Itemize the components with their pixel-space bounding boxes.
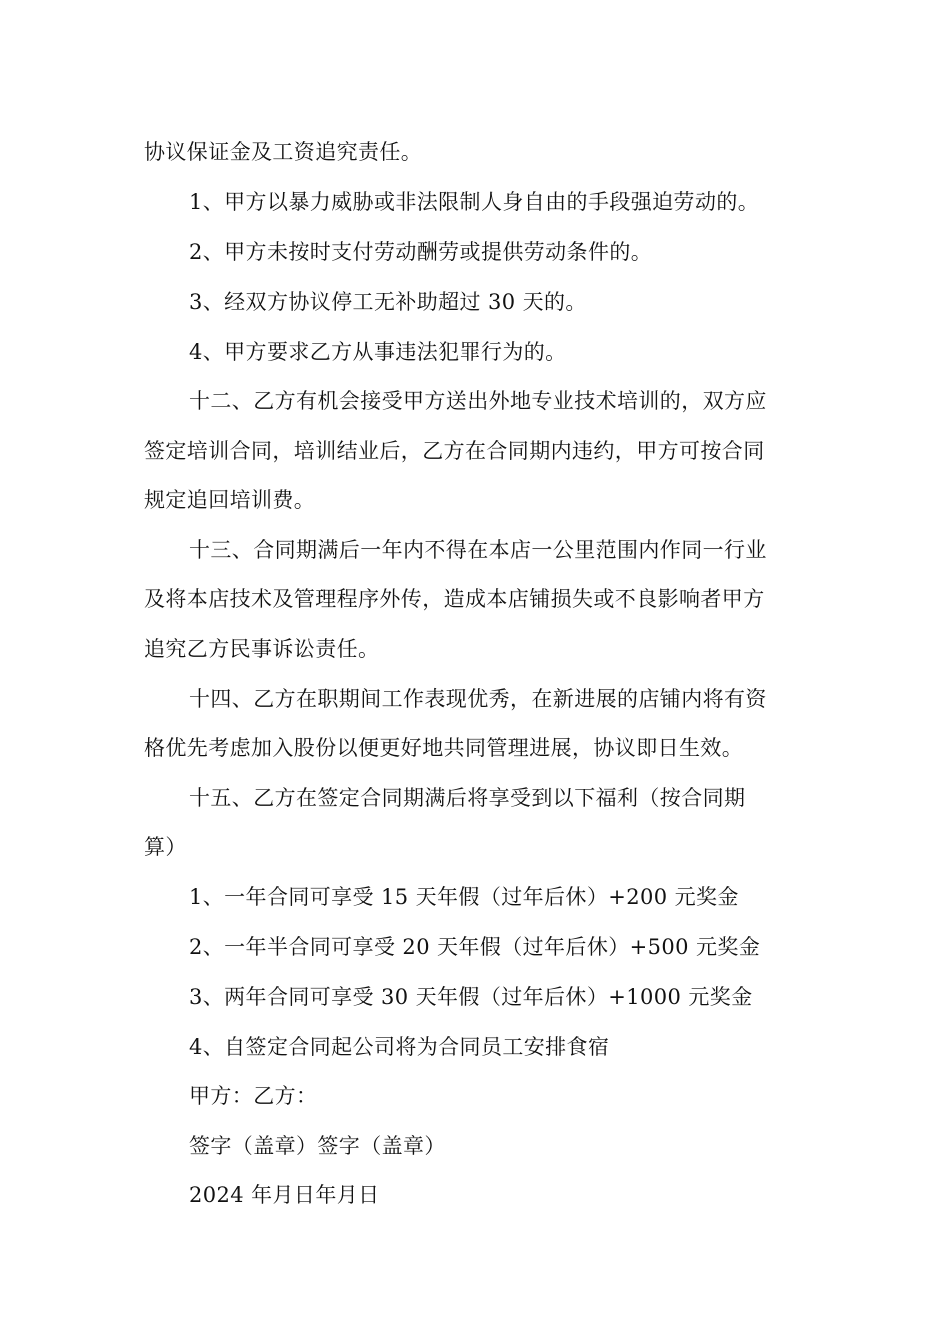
- clause-14-line-1: 十四、乙方在职期间工作表现优秀，在新进展的店铺内将有资: [189, 687, 767, 711]
- signature-parties: 甲方：乙方：: [189, 1084, 318, 1108]
- clause-15-line-1: 十五、乙方在签定合同期满后将享受到以下福利（按合同期: [189, 786, 746, 810]
- list-item: 1、甲方以暴力威胁或非法限制人身自由的手段强迫劳动的。: [189, 190, 760, 214]
- signature-date: 2024 年月日年月日: [189, 1183, 380, 1207]
- list-item: 3、经双方协议停工无补助超过 30 天的。: [189, 290, 587, 314]
- clause-13-line-3: 追究乙方民事诉讼责任。: [144, 637, 380, 661]
- clause-13-line-1: 十三、合同期满后一年内不得在本店一公里范围内作同一行业: [189, 538, 767, 562]
- list-item: 4、甲方要求乙方从事违法犯罪行为的。: [189, 340, 567, 364]
- signature-seal: 签字（盖章）签字（盖章）: [189, 1134, 446, 1158]
- benefit-item: 4、自签定合同起公司将为合同员工安排食宿: [189, 1035, 610, 1059]
- list-item: 2、甲方未按时支付劳动酬劳或提供劳动条件的。: [189, 240, 653, 264]
- benefit-item: 3、两年合同可享受 30 天年假（过年后休）+1000 元奖金: [189, 985, 753, 1009]
- clause-15-line-2: 算）: [144, 835, 187, 859]
- text-line: 协议保证金及工资追究责任。: [144, 140, 423, 164]
- clause-12-line-2: 签定培训合同，培训结业后，乙方在合同期内违约，甲方可按合同: [144, 439, 765, 463]
- clause-12-line-1: 十二、乙方有机会接受甲方送出外地专业技术培训的，双方应: [189, 389, 767, 413]
- clause-14-line-2: 格优先考虑加入股份以便更好地共同管理进展，协议即日生效。: [144, 736, 744, 760]
- benefit-item: 1、一年合同可享受 15 天年假（过年后休）+200 元奖金: [189, 885, 739, 909]
- clause-12-line-3: 规定追回培训费。: [144, 488, 316, 512]
- clause-13-line-2: 及将本店技术及管理程序外传，造成本店铺损失或不良影响者甲方: [144, 587, 765, 611]
- benefit-item: 2、一年半合同可享受 20 天年假（过年后休）+500 元奖金: [189, 935, 761, 959]
